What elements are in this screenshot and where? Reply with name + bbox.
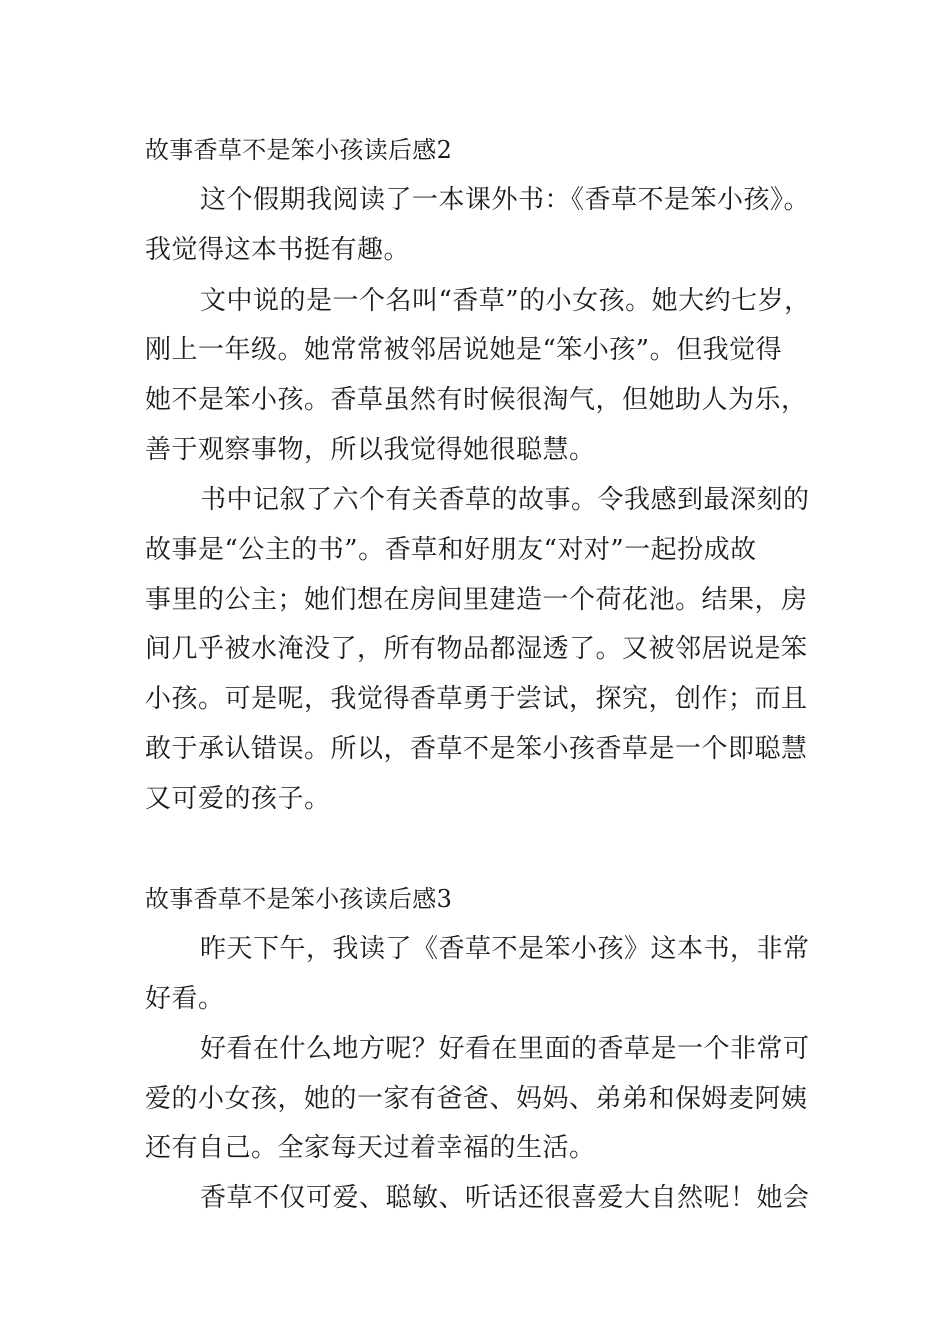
section-title: 故事香草不是笨小孩读后感3 xyxy=(145,885,453,913)
paragraph-line: 间几乎被水淹没了，所有物品都湿透了。又被邻居说是笨 xyxy=(145,634,808,664)
paragraph-line: 书中记叙了六个有关香草的故事。令我感到最深刻的 xyxy=(200,485,810,515)
paragraph-line: 小孩。可是呢，我觉得香草勇于尝试，探究，创作；而且 xyxy=(145,684,808,714)
paragraph-line: 她不是笨小孩。香草虽然有时候很淘气，但她助人为乐， xyxy=(145,385,808,415)
paragraph-line: 还有自己。全家每天过着幸福的生活。 xyxy=(145,1133,596,1163)
paragraph-line: 又可爱的孩子。 xyxy=(145,784,331,814)
paragraph-line: 香草不仅可爱、聪敏、听话还很喜爱大自然呢！她会 xyxy=(200,1183,810,1213)
paragraph-line: 这个假期我阅读了一本课外书：《香草不是笨小孩》。 xyxy=(200,185,811,215)
paragraph-line: 文中说的是一个名叫“香草”的小女孩。她大约七岁， xyxy=(200,286,811,316)
paragraph-line: 善于观察事物，所以我觉得她很聪慧。 xyxy=(145,435,596,465)
paragraph-line: 爱的小女孩，她的一家有爸爸、妈妈、弟弟和保姆麦阿姨 xyxy=(145,1084,808,1114)
paragraph-line: 刚上一年级。她常常被邻居说她是“笨小孩”。但我觉得 xyxy=(145,335,783,365)
section-title: 故事香草不是笨小孩读后感2 xyxy=(145,136,453,164)
paragraph-line: 好看。 xyxy=(145,984,225,1014)
paragraph-line: 事里的公主；她们想在房间里建造一个荷花池。结果，房 xyxy=(145,585,808,615)
paragraph-line: 好看在什么地方呢？好看在里面的香草是一个非常可 xyxy=(200,1034,810,1064)
paragraph-line: 敢于承认错误。所以，香草不是笨小孩香草是一个即聪慧 xyxy=(145,734,808,764)
paragraph-line: 故事是“公主的书”。香草和好朋友“对对”一起扮成故 xyxy=(145,535,757,565)
paragraph-line: 昨天下午，我读了《香草不是笨小孩》这本书，非常 xyxy=(200,934,810,964)
paragraph-line: 我觉得这本书挺有趣。 xyxy=(145,235,411,265)
